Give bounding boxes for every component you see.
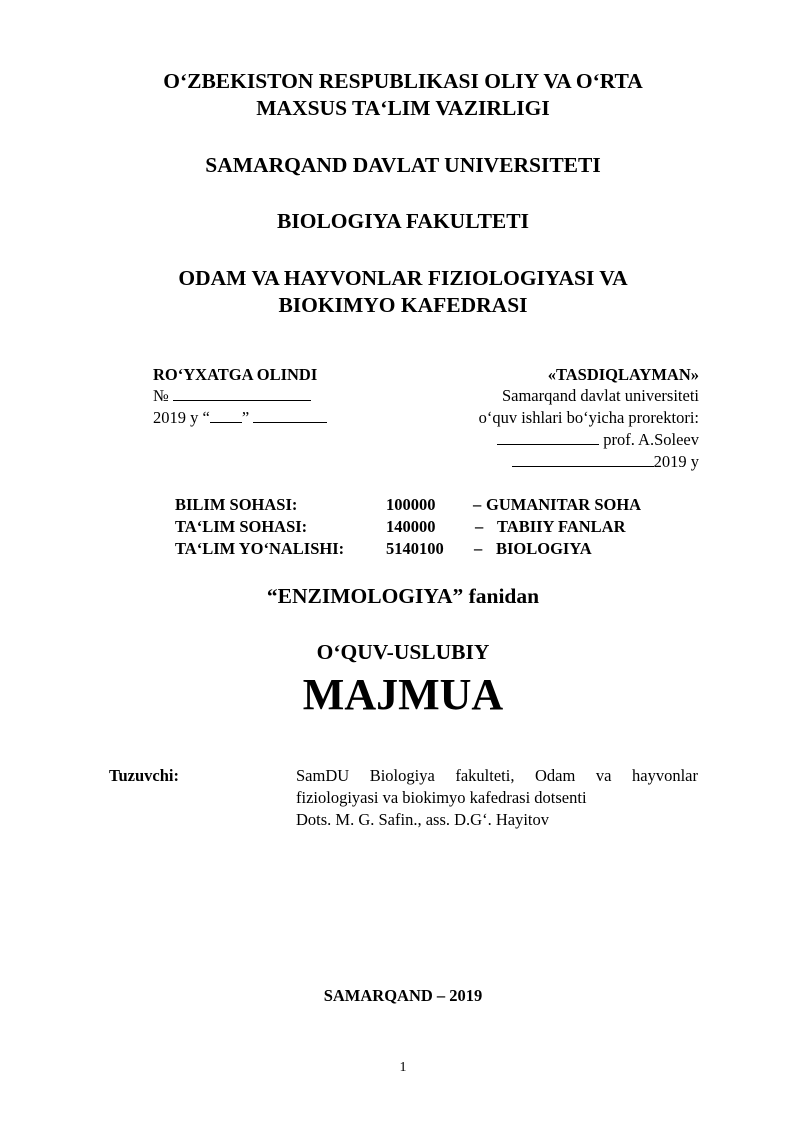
ministry-line-2: MAXSUS TA‘LIM VAZIRLIGI: [256, 96, 550, 120]
approval-year: 2019 y: [653, 452, 699, 471]
field-value: TABIIY FANLAR: [497, 517, 626, 536]
approval-date: [512, 452, 699, 472]
registration-date: [153, 408, 363, 428]
ministry-line-1: O‘ZBEKISTON RESPUBLIKASI OLIY VA O‘RTA: [163, 69, 643, 93]
department-line-1: ODAM VA HAYVONLAR FIZIOLOGIYASI VA: [178, 266, 628, 290]
approval-signer: prof. A.Soleev: [603, 430, 699, 449]
date-mid: ”: [241, 408, 250, 427]
month-blank-line: [253, 408, 327, 423]
field-code: 140000: [386, 517, 436, 536]
doc-type-line-1: O‘QUV-USLUBIY: [316, 640, 490, 664]
number-blank-line: [173, 386, 311, 401]
place-year: SAMARQAND – 2019: [323, 986, 483, 1005]
field-label: TA‘LIM SOHASI:: [175, 517, 308, 536]
compiler-line-2: fiziologiyasi va biokimyo kafedrasi dotsenti: [296, 788, 587, 807]
department-line-2: BIOKIMYO KAFEDRASI: [278, 293, 528, 317]
field-value: GUMANITAR SOHA: [486, 495, 642, 514]
field-dash: –: [474, 539, 483, 558]
approval-signature: [497, 430, 699, 450]
field-value: BIOLOGIYA: [496, 539, 592, 558]
university-name: SAMARQAND DAVLAT UNIVERSITETI: [205, 153, 601, 177]
approval-line-1: Samarqand davlat universiteti: [501, 386, 699, 405]
compiler-line-3: Dots. M. G. Safin., ass. D.G‘. Hayitov: [296, 810, 549, 829]
field-label: TA‘LIM YO‘NALISHI:: [175, 539, 345, 558]
registration-title: RO‘YXATGA OLINDI: [153, 365, 318, 384]
field-label: BILIM SOHASI:: [175, 495, 298, 514]
field-code: 5140100: [386, 539, 444, 558]
approval-title: «TASDIQLAYMAN»: [547, 365, 699, 384]
day-blank-line: [210, 408, 242, 423]
faculty-name: BIOLOGIYA FAKULTETI: [277, 209, 529, 233]
field-dash: –: [473, 495, 482, 514]
compiler-label: Tuzuvchi:: [109, 766, 179, 785]
registration-number: [153, 386, 323, 406]
approval-date-blank-line: [512, 452, 654, 467]
compiler-line-1: SamDU Biologiya fakulteti, Odam va hayvonlar: [296, 766, 698, 785]
page-number: 1: [399, 1060, 407, 1075]
field-dash: –: [475, 517, 484, 536]
subject-line: [0, 583, 806, 610]
subject-name: “ENZIMOLOGIYA”: [266, 584, 464, 608]
signature-blank-line: [497, 430, 599, 445]
field-code: 100000: [386, 495, 436, 514]
doc-type-title: MAJMUA: [302, 670, 504, 719]
subject-suffix: fanidan: [463, 584, 540, 608]
number-sign: №: [153, 386, 169, 405]
approval-line-2: o‘quv ishlari bo‘yicha prorektori:: [478, 408, 699, 427]
date-prefix: 2019 y “: [153, 408, 210, 427]
